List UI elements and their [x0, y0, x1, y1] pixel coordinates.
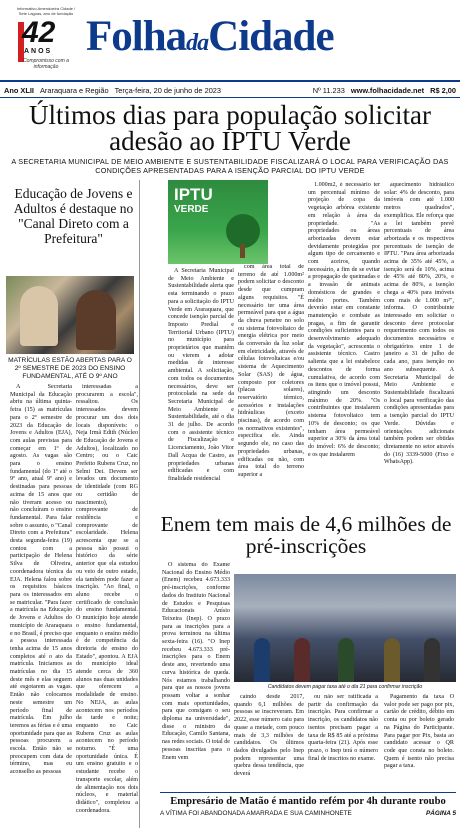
tree-icon	[226, 214, 260, 248]
logo-da: da	[186, 30, 209, 56]
side-paragraph-2: interessadas a procurarem a escola", ressaltou. Os interessados devem procurar um dos dois locais disponíveis: o Neja Irmã Edith (Núcleo de Educação de Jovens e Adultos), localizado no Centro; ou o Caic Prefeito Rubens Cruz, no Selmi Dei. Devem ser levados um documento de identidade (com RG ou certidão de nascimento), comprovante de residência e comprovante de escolaridade. Helena acrescenta que se a pessoa não possui o histórico da série anterior que ela estudou ou veio de outro estado, ela também pode fazer a inscrição. "Ao final, o aluno recebe o certificado de conclusão do ensino fundamental. O município hoje atende o ensino fundamental, enquanto o ensino médio é de competência da diretoria de ensino do Estado", apontou. A EJA do município ideal atende cerca de 360 alunos nas duas unidades que oferecem a modalidade de ensino. No NEJA, as aulas acontecem nos períodos da tarde e noite; enquanto no Caic Rubens Cruz as aulas acontecem no período noturno. "É uma oportunidade única. É um ensino gratuito e o estudante recebe o transporte escolar, além de alimentação nos dois núcleos, e material didático", completou a coordenadora.	[76, 384, 138, 814]
side-paragraph-1: A Secretaria Municipal da Educação abriu na última quinta-feira (15) as matrículas para o 2º semestre de 2023 da Educação de Jovens e Adultos (EJA), com aulas previstas para começar em 1º de agosto. As vagas são para o ensino fundamental (do 1º até o 9º ano, atual 9º ano) e destinadas para pessoas acima de 15 anos que não tiveram acesso ou não concluíram o ensino fundamental. Para falar sobre o assunto, o "Canal Direto com a Prefeitura" desta segunda-feira (19) contou com a participação de Helena Silva de Oliveira, coordenadora técnica da EJA. Helena falou sobre os requisitos básicos para os interessados em se matricular. "Para fazer a matrícula na Educação de Jovens e Adultos do município de Araraquara e no Brasil, é preciso que a pessoa interessada tenha acima de 15 anos completos até o ato da matrícula. Iniciamos as matrículas no dia 15 deste mês e elas seguem até esgotarem as vagas. Então não colocamos neste semestre um período final de matrícula. Em julho teremos as férias e é uma oportunidade para que as pessoas procurem a escola. Então não se preocupem com data de término, mas eu aconselho as pessoas	[10, 384, 72, 776]
footer-sub-row	[160, 810, 456, 818]
enem-text-col3	[308, 694, 378, 788]
person-shape	[384, 638, 400, 682]
lead-paragraph-3: 1.000m2, é necessário ter um percentual mínimo de projeção de copa da vegetação arbórea existente em relação à área da propriedade. "As propriedades ou áreas arborizadas devem estar devidamente protegidas por algum tipo de cercamento e com aceiros, quando necessário, a fim de se evitar a propagação de queimadas e a invasão de animais domésticos de grandes e médio portes. Também deverão estar em constante manutenção e combate as pragas, a fim de garantir condições suficientes para o desenvolvimento adequado da vegetação", acrescenta o assistente técnico. Castro salienta que a lei estabelece descontos de forma cumulativa, de acordo com os itens que o imóvel possui, atingindo um desconto máximo de 20%. "Os contribuintes que instalarem sistema fotovoltaico tem 10% de desconto; os que tenham área permeável superior a 30% da área total do imóvel: 6% de desconto; e os que instalarem	[308, 182, 380, 458]
badge-top-text: Informativo Amendoeira Cidade / Sete Lagoas, ano de fundação	[16, 6, 76, 16]
person-shape	[294, 638, 310, 682]
person-shape	[254, 638, 270, 682]
side-photo	[6, 276, 134, 354]
lead-text-col2	[238, 264, 304, 508]
enem-text-col2	[234, 694, 304, 788]
enem-headline[interactable]: Enem tem mais de 4,6 milhões de pré-inscrições	[160, 512, 452, 558]
page-reference[interactable]: PÁGINA 5	[426, 810, 456, 817]
side-text-col2	[76, 384, 138, 828]
newspaper-logo[interactable]	[86, 12, 334, 68]
person-shape	[424, 638, 440, 682]
iptu-image-title: IPTU	[174, 185, 213, 204]
logo-part1: Folha	[86, 13, 187, 60]
side-text-col1	[10, 384, 72, 828]
lead-paragraph-2: com área total de terreno de até 1.000m² podem solicitar o desconto desde que cumpram alguns requisitos. "É necessário ter uma área permeável para que a água da chuva penetre no solo ou sistema fotovoltaico de energia elétrica por meio da conversão da luz solar em eletricidade, através de células fotovoltaicas e/ou sistema de Aquecimento Solar (SAS) de água, composto por coletores (placas solares), reservatório térmico, acessórios e instalações hidráulicas (exceto piscinas), de acordo com os normativos existentes", especifica ele. Ainda segundo ele, no caso das propriedades urbanas, edificadas ou não, com área total do terreno superior a	[238, 264, 304, 478]
info-bar	[0, 84, 460, 98]
lead-text-col3	[308, 182, 380, 508]
edition-label: Ano XLII	[4, 86, 34, 95]
issue-number: Nº 11.233	[312, 86, 345, 95]
region-label: Araraquara e Região	[39, 86, 109, 95]
footer-headline[interactable]: Empresário de Matão é mantido refém por 4h durante roubo	[170, 796, 446, 807]
date-label: Terça-feira, 20 de junho de 2023	[114, 86, 222, 95]
masthead	[0, 0, 460, 82]
iptu-verde-image	[168, 180, 268, 264]
lead-headline[interactable]: Últimos dias para população solicitar adesão ao IPTU Verde	[29, 100, 431, 156]
enem-paragraph-1: O sistema do Exame Nacional do Ensino Médio (Enem) recebeu 4.673.333 pré-inscrições, conforme dados do Instituto Nacional de Estudos e Pesquisas Educacionais Anísio Teixeira (Inep). O prazo para as inscrições para a prova terminou na última sexta-feira (16). "O Inep recebeu 4.673.333 pré-inscrições para o Enem deste ano, revertendo uma curva histórica de queda. Nós estamos trabalhando para que as nossos jovens possam voltar a sonhar com mais oportunidades, para que consigam o seu diploma na universidade", disse o ministro da Educação, Camilo Santana, nas redes sociais. O total de pessoas inscritas para o Enem vem	[162, 562, 230, 761]
logo-part2: Cidade	[208, 13, 334, 60]
enem-paragraph-2: caindo desde 2017, quando 6,1 milhões de pessoas se inscreveram. Em 2022, esse número caiu para quase a metade, com pouco mais de 3,3 milhões de candidatos. Os últimos dados divulgados pelo Inep podem representar uma quebra dessa tendência, que deverá	[234, 694, 304, 778]
enem-paragraph-4: Pagamento da taxa O valor pode ser pago por pix, cartão de crédito, débito em conta ou por boleto gerado na Página do Participante. Para pagar por Pix, basta ao candidato acessar o QR code que consta no boleto. Quem é isento não precisa pagar a taxa.	[384, 694, 454, 770]
badge-years: ANOS	[24, 48, 53, 55]
footer-story[interactable]	[160, 792, 456, 828]
enem-photo	[234, 574, 456, 682]
person-shape	[338, 638, 354, 682]
badge-number: 42	[22, 16, 56, 49]
lead-paragraph-4: aquecimento hidráulico solar: 4% de desconto, para imóveis com até 1.000 metros quadrados", exemplifica. Ele reforça que a lei também prevê percentuais de área arborizada e os respectivos percentuais de isenção de IPTU. "Para área arborizada acima de 35% até 45%, a isenção será de 10%, acima de 45% até 80%, 20%, e acima de 80%, a isenção chega a 40% para imóveis com mais de 1.000 m²", informa. O contribuinte interessado em solicitar o desconto deve protocolar requerimento com todos os documentos necessários e obrigatórios entre 1 de janeiro a 31 de julho de cada ano, para isenção no ano subsequente. A Secretaria Municipal de Meio Ambiente e Sustentabilidade fiscalizará o local para verificação das condições apresentadas para a isenção parcial do IPTU Verde. Dúvidas e orientações adicionais também podem ser obtidas diretamente no setor através do (16) 3339-5000 (Fixo e WhatsApp).	[384, 182, 454, 466]
side-caption: MATRÍCULAS ESTÃO ABERTAS PARA O 2º SEMESTRE DE 2023 DO ENSINO FUNDAMENTAL, ATÉ O 9º ANO	[8, 357, 132, 380]
enem-photo-caption: Candidatos devem pagar taxa até o dia 21 para confirmar inscrição	[267, 684, 423, 690]
price-label: R$ 2,00	[430, 86, 456, 95]
badge-tagline: Compromisso com a informação	[23, 58, 69, 70]
lead-paragraph-1: A Secretaria Municipal de Meio Ambiente e Sustentabilidade alerta que esta terminando o prazo para a solicitação do IPTU Verde em Araraquara, que concede isenção parcial de Imposto Predial e Territorial Urbano (IPTU) no município para proprietários que mantêm ou vierem a adotar medidas de interesse ambiental. A solicitação, com todos os documentos necessários, deve ser protocolada na sede da Secretaria Municipal de Meio Ambiente e Sustentabilidade, até o dia 31 de julho. De acordo com o assistente técnico de Fiscalização e Licenciamento, João Vitor Dall Acqua de Castro, as propriedades urbanas edificadas e com finalidade residencial	[168, 268, 234, 482]
tree-trunk-icon	[240, 244, 245, 258]
lead-text-col4	[384, 182, 454, 508]
iptu-image-subtitle: VERDE	[174, 204, 209, 215]
anniversary-badge	[14, 6, 78, 72]
enem-text-col4	[384, 694, 454, 788]
footer-subheadline: A VÍTIMA FOI ABANDONADA AMARRADA E SUA CAMINHONETE	[160, 810, 352, 817]
site-link[interactable]: www.folhacidade.net	[350, 86, 425, 95]
enem-paragraph-3: ou não ser ratificada a partir da confirmação da inscrição. Para confirmar a inscrição, os candidatos não isentos precisam pagar a taxa de R$ 85 até a próxima quarta-feira (21). Após esse prazo, o Inep terá o número final de inscritos no exame.	[308, 694, 378, 762]
side-headline[interactable]: Educação de Jovens e Adultos é destaque no "Canal Direto com a Prefeitura"	[13, 186, 134, 246]
lead-subheadline: A SECRETARIA MUNICIPAL DE MEIO AMBIENTE E SUSTENTABILIDADE FISCALIZARÁ O LOCAL PARA VERIFICAÇÃO DAS CONDIÇÕES APRESENTADAS PARA A ISENÇÃO PARCIAL DO IPTU VERDE	[11, 157, 449, 175]
enem-text-col1	[162, 562, 230, 788]
lead-text-col1	[168, 268, 234, 508]
